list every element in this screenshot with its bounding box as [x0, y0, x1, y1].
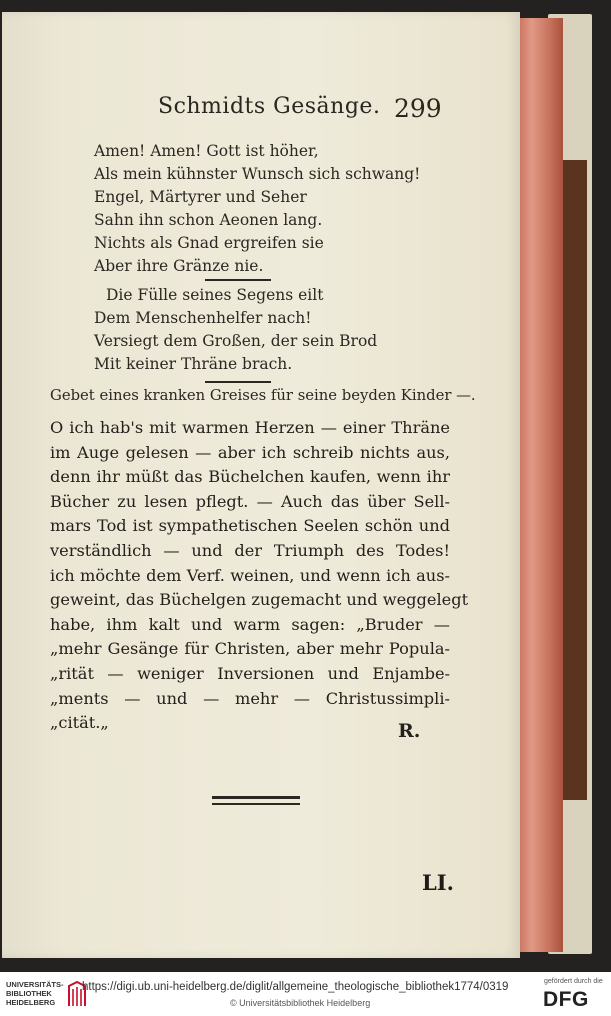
verse-line: Aber ihre Gränze nie.: [94, 257, 264, 275]
dfg-logo[interactable]: DFG: [543, 988, 589, 1011]
verse-line: Als mein kühnster Wunsch sich schwang!: [94, 165, 421, 183]
prose-line: ich möchte dem Verf. weinen, und wenn ich aus-: [50, 565, 450, 585]
verse-line: Mit keiner Thräne brach.: [94, 355, 293, 373]
prose-line: denn ihr müßt das Büchelchen kaufen, wenn ihr: [50, 467, 450, 487]
verse-line: Amen! Amen! Gott ist höher,: [94, 142, 319, 160]
verse-line: Dem Menschenhelfer nach!: [94, 309, 312, 327]
review-paragraph: [50, 416, 469, 736]
poem-stanza-1: [94, 140, 420, 278]
stanza-divider: [205, 279, 271, 281]
prose-line: geweint, das Büchelgen zugemacht und weggelegt: [50, 590, 469, 610]
funding-note: gefördert durch die: [544, 978, 603, 985]
permalink-url[interactable]: https://digi.ub.uni-heidelberg.de/diglit/allgemeine_theologische_bibliothek1774/0319: [82, 981, 509, 993]
verse-line: Nichts als Gnad ergreifen sie: [94, 234, 324, 252]
page-header: [2, 94, 520, 124]
section-divider: [205, 381, 271, 383]
prose-line: „cität.„: [50, 713, 109, 733]
double-rule-divider: [212, 796, 300, 805]
section-heading: Gebet eines kranken Greises für seine beyden Kinder —.: [50, 387, 476, 404]
verse-line: Die Fülle seines Segens eilt: [106, 286, 324, 304]
copyright-notice: © Universitätsbibliothek Heidelberg: [230, 998, 371, 1008]
prose-line: Bücher zu lesen pflegt. — Auch das über Sell-: [50, 491, 450, 511]
prose-line: „mehr Gesänge für Christen, aber mehr Popula-: [50, 639, 450, 659]
library-logo-text: UNIVERSITÄTS- BIBLIOTHEK HEIDELBERG: [6, 980, 64, 1007]
page-number: 299: [394, 94, 442, 123]
paper-page: [2, 12, 520, 958]
verse-line: Versiegt dem Großen, der sein Brod: [94, 332, 378, 350]
prose-line: „ments — und — mehr — Christussimpli-: [50, 688, 450, 708]
verse-line: Sahn ihn schon Aeonen lang.: [94, 211, 323, 229]
poem-stanza-2: [94, 284, 377, 376]
prose-line: verständlich — und der Triumph des Todes!: [50, 540, 450, 560]
prose-line: „rität — weniger Inversionen und Enjambe-: [50, 663, 450, 683]
library-logo[interactable]: [6, 978, 86, 1010]
prose-line: habe, ihm kalt und warm sagen: „Bruder —: [50, 614, 450, 634]
running-title: Schmidts Gesänge.: [158, 94, 381, 119]
viewer-footer: [0, 972, 611, 1016]
book-cover-edge: [563, 160, 587, 800]
printer-signature-mark: LI.: [422, 870, 454, 895]
reviewer-signature: R.: [398, 720, 421, 742]
prose-line: mars Tod ist sympathetischen Seelen schön und: [50, 516, 450, 536]
prose-line: O ich hab's mit warmen Herzen — einer Thräne: [50, 418, 450, 437]
verse-line: Engel, Märtyrer und Seher: [94, 188, 307, 206]
prose-line: im Auge gelesen — aber ich schreib nichts aus,: [50, 442, 450, 462]
red-page-edge: [515, 18, 563, 952]
